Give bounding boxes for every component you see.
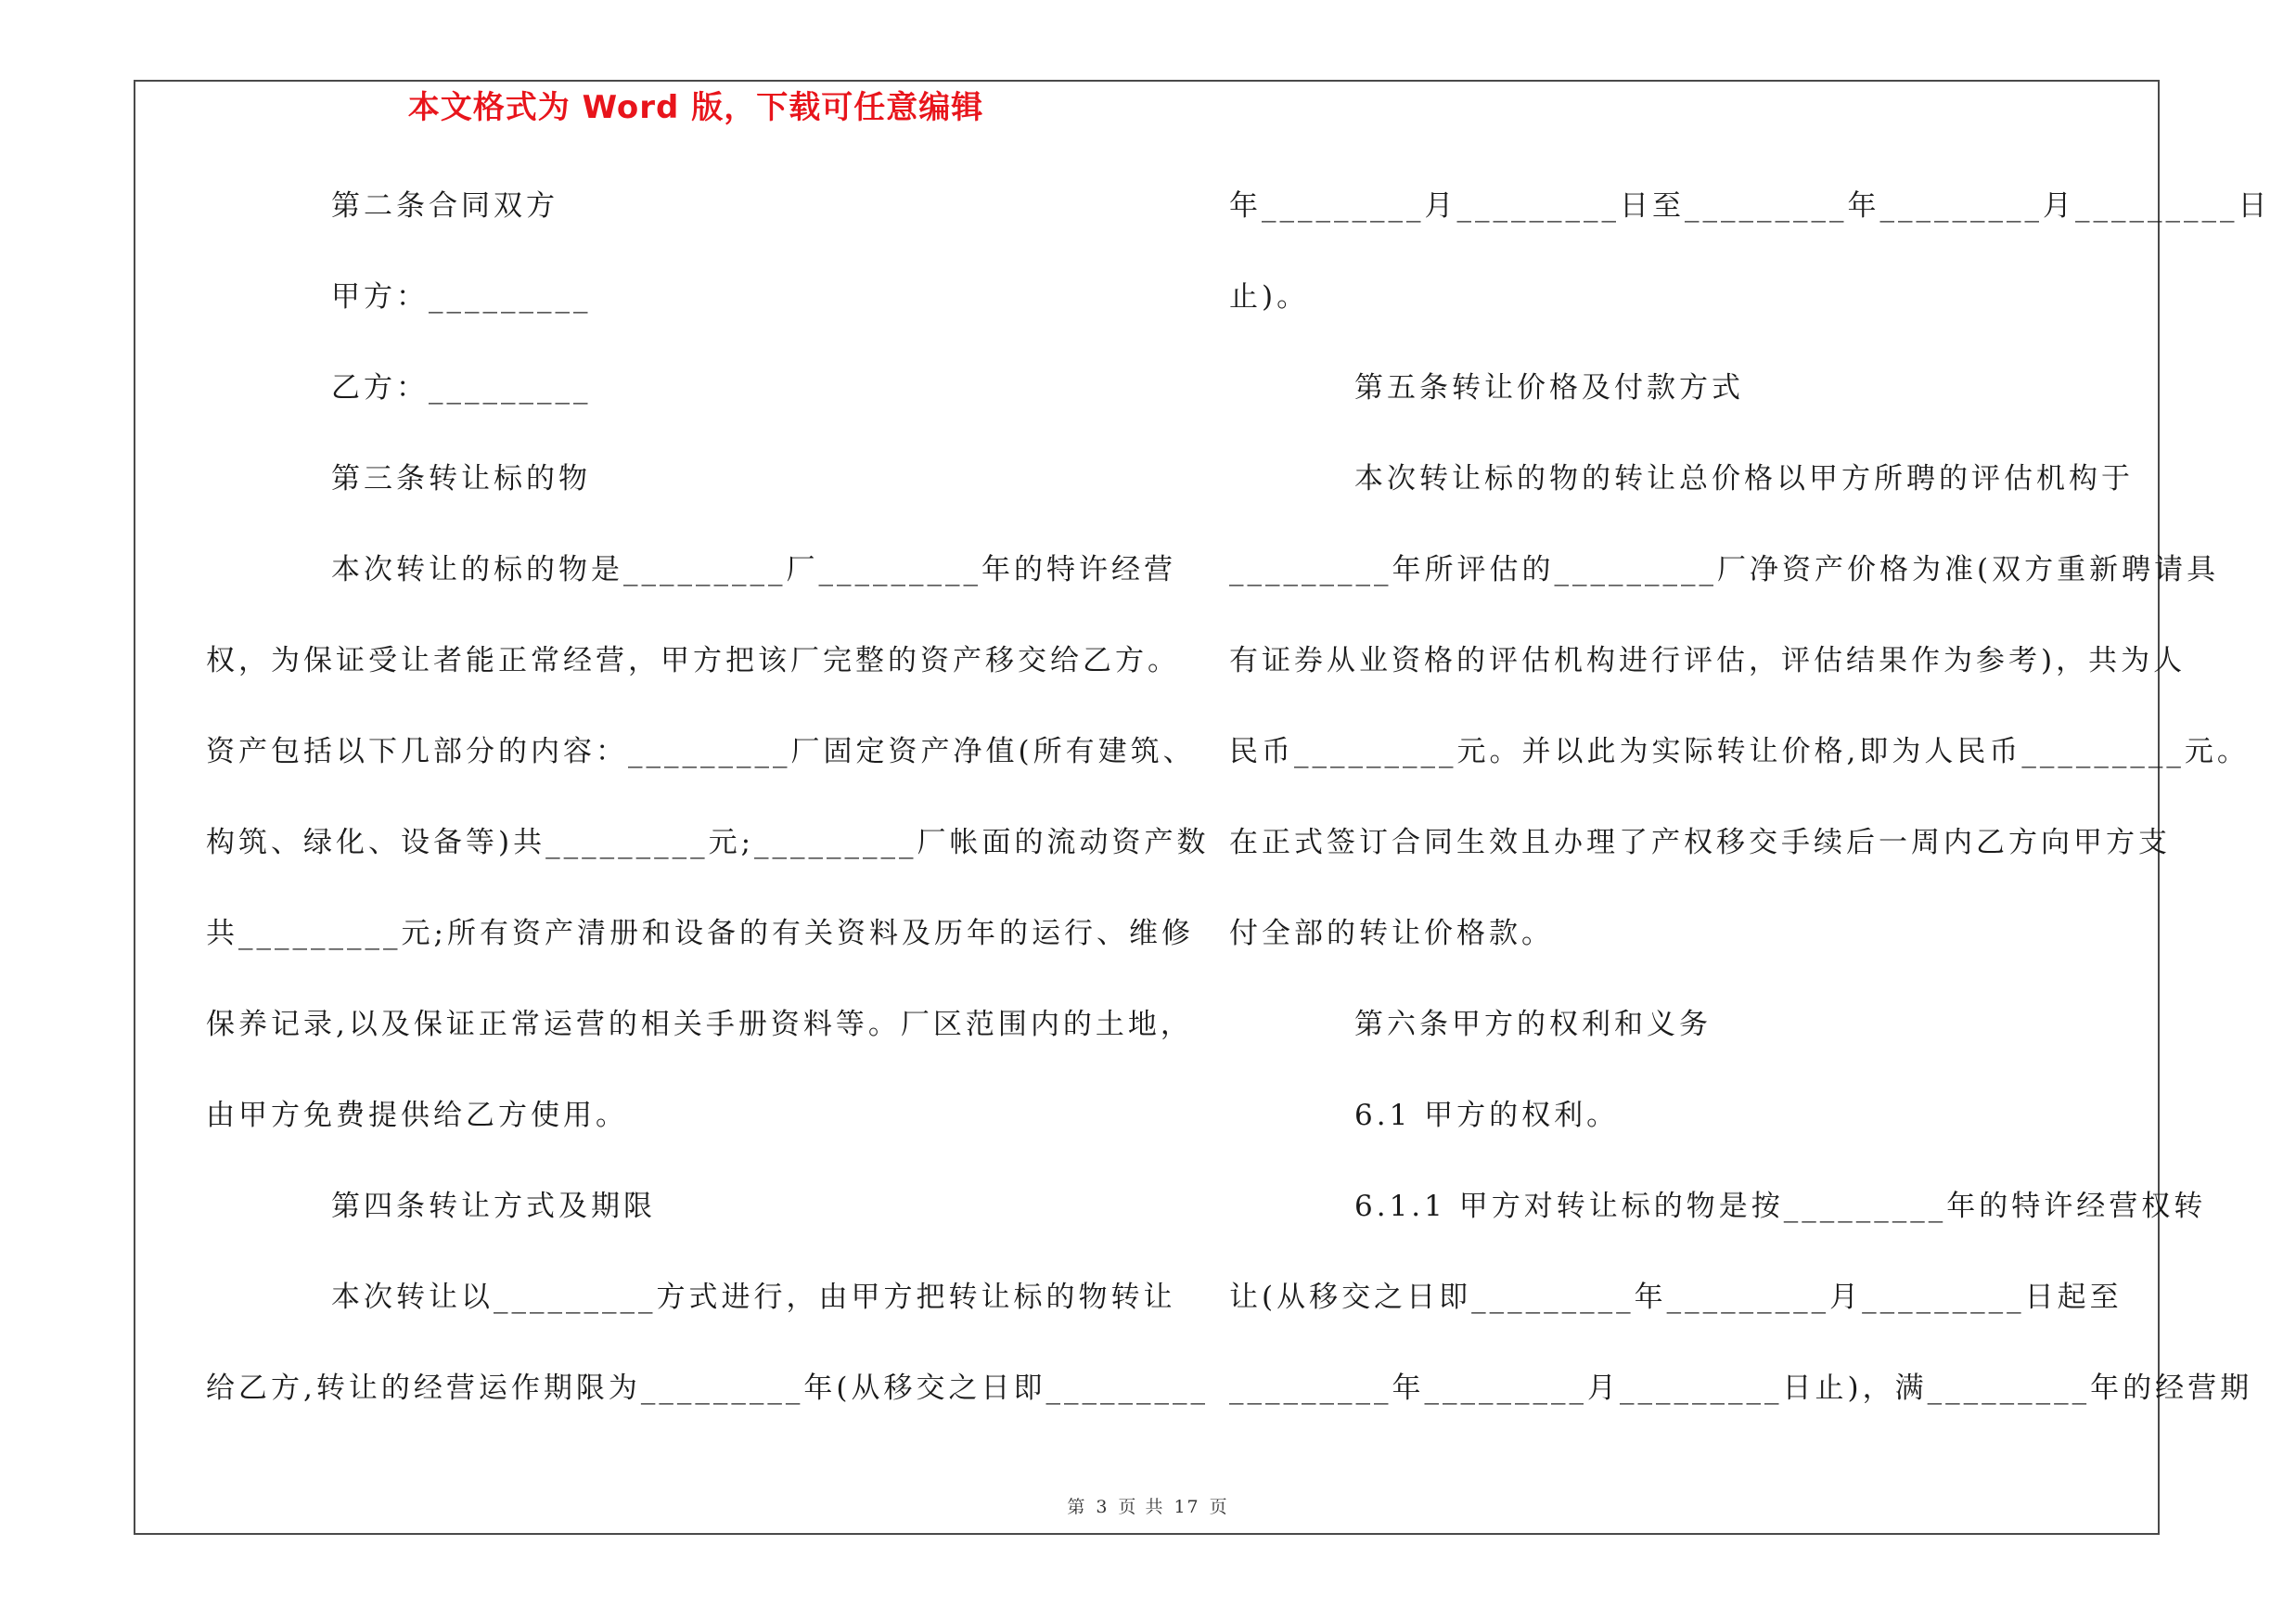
paragraph-line: 资产包括以下几部分的内容：_________厂固定资产净值(所有建筑、 xyxy=(206,735,1196,768)
paragraph-line: 止)。 xyxy=(1229,280,1310,314)
paragraph-line: _________年所评估的_________厂净资产价格为准(双方重新聘请具 xyxy=(1229,553,2220,586)
page-number-footer xyxy=(0,1493,2296,1518)
paragraph-line: 共_________元;所有资产清册和设备的有关资料及历年的运行、维修 xyxy=(206,917,1194,950)
clause-6-1-heading: 6.1 甲方的权利。 xyxy=(1354,1099,1620,1132)
paragraph-line: 本次转让以_________方式进行，由甲方把转让标的物转让 xyxy=(331,1281,1176,1314)
paragraph-line: 付全部的转让价格款。 xyxy=(1229,917,1554,950)
footer-prefix: 第 xyxy=(1067,1497,1087,1517)
paragraph-line: 权，为保证受让者能正常经营，甲方把该厂完整的资产移交给乙方。 xyxy=(206,644,1180,677)
paragraph-line: 保养记录,以及保证正常运营的相关手册资料等。厂区范围内的土地， xyxy=(206,1008,1193,1041)
party-b-line: 乙方：_________ xyxy=(331,371,592,405)
article-4-heading: 第四条转让方式及期限 xyxy=(331,1190,656,1223)
paragraph-line: 本次转让的标的物是_________厂_________年的特许经营 xyxy=(331,553,1176,586)
footer-mid: 页 共 xyxy=(1118,1497,1165,1517)
paragraph-line: 由甲方免费提供给乙方使用。 xyxy=(206,1099,628,1132)
paragraph-line: 民币_________元。并以此为实际转让价格,即为人民币_________元。 xyxy=(1229,735,2250,768)
paragraph-line: 有证券从业资格的评估机构进行评估，评估结果作为参考)，共为人 xyxy=(1229,644,2187,677)
paragraph-line: 给乙方,转让的经营运作期限为_________年(从移交之日即_________ xyxy=(206,1372,1209,1405)
footer-suffix: 页 xyxy=(1209,1497,1229,1517)
party-a-line: 甲方：_________ xyxy=(331,280,592,314)
format-banner: 本文格式为 Word 版，下载可任意编辑 xyxy=(407,89,984,126)
paragraph-line: 年_________月_________日至_________年_________月_________日 xyxy=(1229,189,2271,223)
total-page-count: 17 xyxy=(1174,1497,1200,1517)
article-3-heading: 第三条转让标的物 xyxy=(331,462,591,496)
paragraph-line: 让(从移交之日即_________年_________月_________日起至 xyxy=(1229,1281,2123,1314)
article-2-heading: 第二条合同双方 xyxy=(331,189,558,223)
paragraph-line: 在正式签订合同生效且办理了产权移交手续后一周内乙方向甲方支 xyxy=(1229,826,2171,859)
paragraph-line: 本次转让标的物的转让总价格以甲方所聘的评估机构于 xyxy=(1354,462,2134,496)
article-5-heading: 第五条转让价格及付款方式 xyxy=(1354,371,1744,405)
clause-6-1-1-line: 6.1.1 甲方对转让标的物是按_________年的特许经营权转 xyxy=(1354,1190,2207,1223)
paragraph-line: 构筑、绿化、设备等)共_________元;_________厂帐面的流动资产数 xyxy=(206,826,1210,859)
paragraph-line: _________年_________月_________日止)，满_________年的经营期 xyxy=(1229,1372,2253,1405)
article-6-heading: 第六条甲方的权利和义务 xyxy=(1354,1008,1712,1041)
current-page-number: 3 xyxy=(1096,1497,1110,1517)
